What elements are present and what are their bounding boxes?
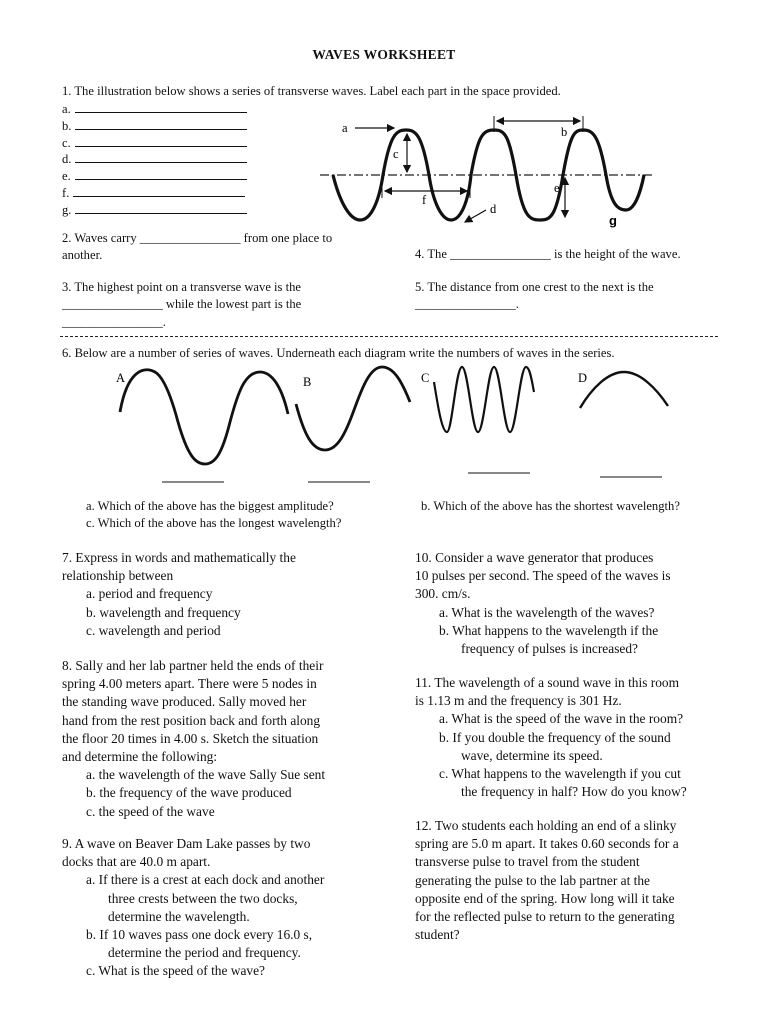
q1-intro: 1. The illustration below shows a series of transverse waves. Label each part in the space provided. (62, 84, 561, 98)
q11: 11. The wavelength of a sound wave in this room is 1.13 m and the frequency is 301 Hz. a. What is the speed of the wave in the room? b. If you double the frequency of the sound wave, determine its speed. c. What happens to the wavelength if you cut the frequency in half? How do you know? (415, 675, 687, 800)
transverse-wave-diagram (318, 110, 658, 230)
label-b: b (561, 125, 568, 139)
section-divider (60, 336, 718, 337)
q6a: a. Which of the above has the biggest amplitude? (86, 499, 334, 513)
blank-a[interactable]: a. (62, 100, 262, 117)
label-d: d (490, 202, 497, 216)
wave-a (120, 370, 288, 464)
blank-b[interactable]: b. (62, 117, 262, 134)
label-e: e (554, 181, 560, 195)
wave-series-diagrams (100, 362, 680, 487)
wave-b (296, 367, 410, 450)
blank-c[interactable]: c. (62, 134, 262, 151)
blank-g[interactable]: g. (62, 201, 262, 218)
q10: 10. Consider a wave generator that produces 10 pulses per second. The speed of the waves is 300. cm/s. a. What is the wavelength of the waves? b. What happens to the wavelength if the frequency of pulses is increased? (415, 550, 671, 657)
q9: 9. A wave on Beaver Dam Lake passes by two docks that are 40.0 m apart. a. If there is a crest at each dock and another three crests between the two docks, determine the wavelength. b. If 10 waves pass one dock every 16.0 s, determine the period and frequency. c. What is the speed of the wave? (62, 836, 325, 979)
q7: 7. Express in words and mathematically the relationship between a. period and frequency b. wavelength and frequency c. wavelength and period (62, 550, 296, 638)
wave-c-label: C (421, 371, 430, 385)
label-f: f (422, 193, 427, 207)
q12: 12. Two students each holding an end of a slinky spring are 5.0 m apart. It takes 0.60 seconds for a transverse pulse to travel from the student generating the pulse to the lab partner at the opposite end of the spring. How long will it take for the reflected pulse to return to the generating student? (415, 818, 679, 943)
label-a: a (342, 121, 348, 135)
q6-intro: 6. Below are a number of series of waves. Underneath each diagram write the numbers of waves in the series. (62, 346, 615, 360)
q8: 8. Sally and her lab partner held the ends of their spring 4.00 meters apart. There were 5 nodes in the standing wave produced. Sally moved her hand from the rest position back and forth along the floor 20 times in 4.00 s. Sketch the situation and determine the following: a. the wavelength of the wave Sally Sue sent b. the frequency of the wave produced c. the speed of the wave (62, 658, 326, 819)
wave-d-label: D (578, 371, 588, 385)
q1-answer-blanks (62, 100, 262, 218)
q6c: c. Which of the above has the longest wavelength? (86, 516, 342, 530)
wave-a-label: A (116, 371, 126, 385)
wave-c (434, 367, 534, 432)
blank-f[interactable]: f. (62, 184, 262, 201)
blank-e[interactable]: e. (62, 167, 262, 184)
worksheet-title: WAVES WORKSHEET (312, 47, 456, 62)
label-g: g (609, 213, 617, 228)
wave-b-label: B (303, 375, 312, 389)
blank-d[interactable]: d. (62, 150, 262, 167)
q6b: b. Which of the above has the shortest wavelength? (421, 499, 680, 513)
q2: 2. Waves carry ________________ from one place to another. (62, 231, 333, 263)
q4: 4. The ________________ is the height of the wave. (415, 247, 681, 261)
q5: 5. The distance from one crest to the next is the ________________. (415, 280, 654, 312)
q3: 3. The highest point on a transverse wave is the ________________ while the lowest part is the ________________. (62, 280, 302, 329)
label-c: c (393, 147, 399, 161)
wave-d (580, 372, 668, 408)
